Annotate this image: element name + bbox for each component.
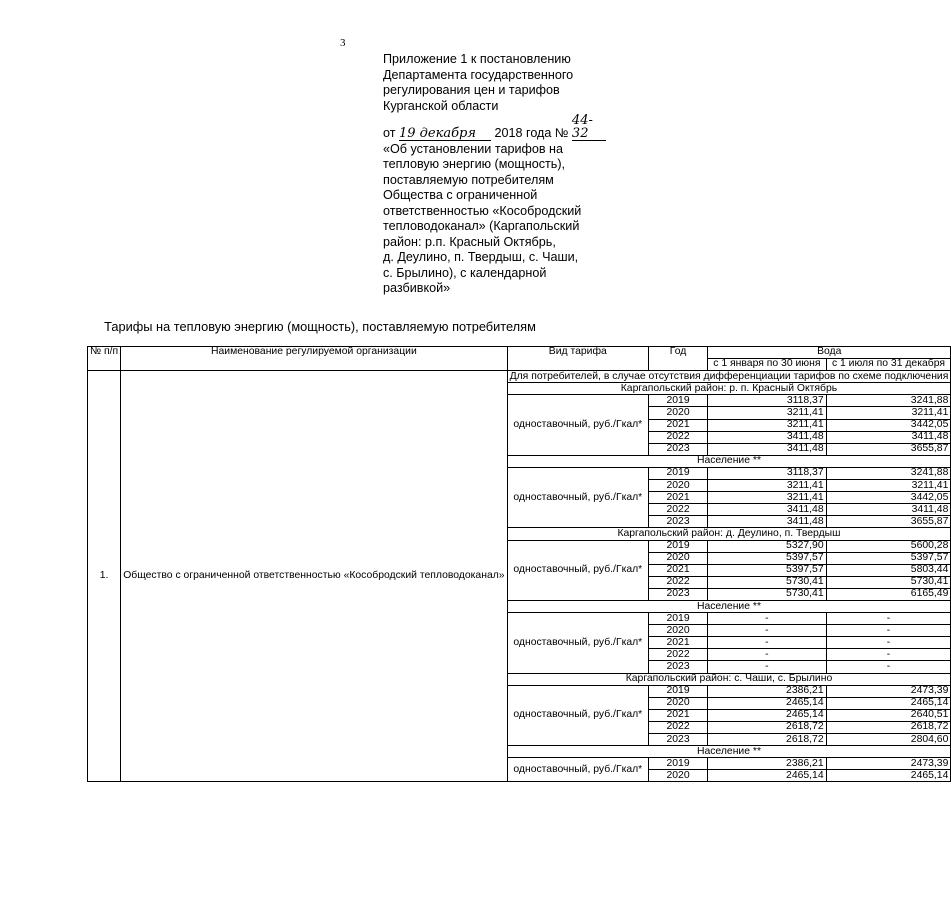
tariff-type-cell: одноставочный, руб./Гкал* bbox=[507, 613, 648, 673]
value-cell: - bbox=[826, 625, 951, 637]
year-cell: 2019 bbox=[649, 395, 708, 407]
value-cell: 2804,60 bbox=[826, 734, 951, 746]
year-cell: 2023 bbox=[649, 443, 708, 455]
value-cell: 5730,41 bbox=[826, 576, 951, 588]
year-cell: 2019 bbox=[649, 685, 708, 697]
value-cell: 3411,48 bbox=[708, 443, 826, 455]
document-title: Тарифы на тепловую энергию (мощность), поставляемую потребителям bbox=[104, 319, 536, 334]
value-cell: 3118,37 bbox=[708, 467, 826, 479]
year-cell: 2021 bbox=[649, 709, 708, 721]
handwritten-date: 19 декабря bbox=[399, 127, 491, 141]
value-cell: 3241,88 bbox=[826, 467, 951, 479]
row-number: 1. bbox=[99, 570, 109, 582]
value-cell: 3118,37 bbox=[708, 395, 826, 407]
value-cell: - bbox=[708, 613, 826, 625]
appendix-desc-line: тепловодоканал» (Каргапольский bbox=[383, 219, 580, 233]
district-label: Каргапольский район: с. Чаши, с. Брылино bbox=[507, 673, 951, 685]
value-cell: 2386,21 bbox=[708, 758, 826, 770]
year-cell: 2023 bbox=[649, 661, 708, 673]
tariff-table bbox=[87, 346, 951, 782]
appendix-line: Департамента государственного bbox=[383, 67, 574, 82]
value-cell: 3211,41 bbox=[826, 480, 951, 492]
year-text: 2018 года № bbox=[494, 126, 569, 140]
header-year: Год bbox=[649, 347, 708, 371]
handwritten-number: 44-32 bbox=[572, 114, 606, 141]
value-cell: 6165,49 bbox=[826, 588, 951, 600]
year-cell: 2020 bbox=[649, 625, 708, 637]
year-cell: 2020 bbox=[649, 480, 708, 492]
year-cell: 2023 bbox=[649, 588, 708, 600]
year-cell: 2021 bbox=[649, 419, 708, 431]
intro-text: Для потребителей, в случае отсутствия дифференциации тарифов по схеме подключения bbox=[507, 371, 951, 383]
year-cell: 2022 bbox=[649, 649, 708, 661]
value-cell: 2473,39 bbox=[826, 685, 951, 697]
header-period-2: с 1 июля по 31 декабря bbox=[826, 359, 951, 371]
appendix-desc-line: поставляемую потребителям bbox=[383, 172, 554, 187]
value-cell: 3411,48 bbox=[826, 431, 951, 443]
appendix-desc-line: д. Деулино, п. Твердыш, с. Чаши, bbox=[383, 250, 579, 264]
appendix-desc-line: разбивкой» bbox=[383, 281, 451, 295]
value-cell: - bbox=[708, 649, 826, 661]
page-number: 3 bbox=[340, 37, 346, 49]
value-cell: 3211,41 bbox=[826, 407, 951, 419]
value-cell: 5730,41 bbox=[708, 576, 826, 588]
tariff-type-cell: одноставочный, руб./Гкал* bbox=[507, 685, 648, 745]
value-cell: 5803,44 bbox=[826, 564, 951, 576]
value-cell: 5397,57 bbox=[826, 552, 951, 564]
year-cell: 2020 bbox=[649, 407, 708, 419]
tariff-type-cell: одноставочный, руб./Гкал* bbox=[507, 758, 648, 782]
header-num: № п/п bbox=[88, 347, 121, 371]
value-cell: 3211,41 bbox=[708, 407, 826, 419]
value-cell: 3411,48 bbox=[708, 516, 826, 528]
year-cell: 2020 bbox=[649, 770, 708, 782]
value-cell: 2465,14 bbox=[708, 770, 826, 782]
value-cell: 5327,90 bbox=[708, 540, 826, 552]
appendix-line: Приложение 1 к постановлению bbox=[383, 52, 571, 66]
year-cell: 2023 bbox=[649, 734, 708, 746]
value-cell: 3411,48 bbox=[708, 504, 826, 516]
value-cell: - bbox=[826, 661, 951, 673]
value-cell: - bbox=[826, 637, 951, 649]
district-label: Каргапольский район: д. Деулино, п. Твердыш bbox=[507, 528, 951, 540]
value-cell: 5397,57 bbox=[708, 552, 826, 564]
value-cell: 3211,41 bbox=[708, 480, 826, 492]
appendix-header bbox=[383, 52, 633, 297]
population-label: Население ** bbox=[507, 746, 951, 758]
appendix-line: Курганской области bbox=[383, 98, 499, 113]
value-cell: 3655,87 bbox=[826, 516, 951, 528]
value-cell: 2618,72 bbox=[708, 721, 826, 733]
year-cell: 2019 bbox=[649, 613, 708, 625]
year-cell: 2022 bbox=[649, 504, 708, 516]
value-cell: 2618,72 bbox=[826, 721, 951, 733]
value-cell: 5730,41 bbox=[708, 588, 826, 600]
population-label: Население ** bbox=[507, 455, 951, 467]
table-header-row bbox=[88, 347, 951, 359]
header-org: Наименование регулируемой организации bbox=[121, 347, 507, 371]
value-cell: 2386,21 bbox=[708, 685, 826, 697]
year-cell: 2019 bbox=[649, 758, 708, 770]
value-cell: 2640,51 bbox=[826, 709, 951, 721]
year-cell: 2022 bbox=[649, 576, 708, 588]
value-cell: 5397,57 bbox=[708, 564, 826, 576]
value-cell: - bbox=[708, 625, 826, 637]
tariff-type-cell: одноставочный, руб./Гкал* bbox=[507, 467, 648, 527]
value-cell: 2473,39 bbox=[826, 758, 951, 770]
year-cell: 2021 bbox=[649, 564, 708, 576]
appendix-desc-line: тепловую энергию (мощность), bbox=[383, 157, 566, 171]
appendix-line: регулирования цен и тарифов bbox=[383, 83, 560, 97]
year-cell: 2020 bbox=[649, 552, 708, 564]
appendix-desc-line: ответственностью «Кособродский bbox=[383, 203, 582, 218]
appendix-date-line bbox=[383, 114, 633, 142]
value-cell: 2465,14 bbox=[708, 697, 826, 709]
value-cell: 2465,14 bbox=[826, 697, 951, 709]
value-cell: 2465,14 bbox=[708, 709, 826, 721]
value-cell: 3411,48 bbox=[826, 504, 951, 516]
year-cell: 2022 bbox=[649, 431, 708, 443]
tariff-type-cell: одноставочный, руб./Гкал* bbox=[507, 395, 648, 455]
value-cell: 2618,72 bbox=[708, 734, 826, 746]
header-water: Вода bbox=[708, 347, 951, 359]
appendix-desc-line: Общества с ограниченной bbox=[383, 188, 538, 202]
from-prefix: от bbox=[383, 126, 396, 140]
population-label: Население ** bbox=[507, 600, 951, 612]
intro-row bbox=[88, 371, 951, 383]
year-cell: 2021 bbox=[649, 637, 708, 649]
year-cell: 2019 bbox=[649, 467, 708, 479]
appendix-desc-line: «Об установлении тарифов на bbox=[383, 141, 564, 156]
value-cell: 3211,41 bbox=[708, 492, 826, 504]
value-cell: 3655,87 bbox=[826, 443, 951, 455]
year-cell: 2020 bbox=[649, 697, 708, 709]
year-cell: 2022 bbox=[649, 721, 708, 733]
value-cell: 2465,14 bbox=[826, 770, 951, 782]
year-cell: 2023 bbox=[649, 516, 708, 528]
appendix-desc-line: район: р.п. Красный Октябрь, bbox=[383, 234, 556, 249]
value-cell: 3411,48 bbox=[708, 431, 826, 443]
value-cell: 3241,88 bbox=[826, 395, 951, 407]
value-cell: - bbox=[708, 661, 826, 673]
appendix-desc-line: с. Брылино), с календарной bbox=[383, 265, 547, 280]
header-type: Вид тарифа bbox=[507, 347, 648, 371]
org-name-cell: Общество с ограниченной ответственностью «Кособродский тепловодоканал» bbox=[121, 371, 507, 782]
value-cell: 3442,05 bbox=[826, 492, 951, 504]
value-cell: 5600,28 bbox=[826, 540, 951, 552]
year-cell: 2021 bbox=[649, 492, 708, 504]
value-cell: - bbox=[826, 649, 951, 661]
district-label: Каргапольский район: р. п. Красный Октябрь bbox=[507, 383, 951, 395]
value-cell: 3442,05 bbox=[826, 419, 951, 431]
value-cell: - bbox=[826, 613, 951, 625]
header-period-1: с 1 января по 30 июня bbox=[708, 359, 826, 371]
tariff-type-cell: одноставочный, руб./Гкал* bbox=[507, 540, 648, 600]
value-cell: 3211,41 bbox=[708, 419, 826, 431]
year-cell: 2019 bbox=[649, 540, 708, 552]
row-number-cell bbox=[88, 371, 121, 782]
value-cell: - bbox=[708, 637, 826, 649]
